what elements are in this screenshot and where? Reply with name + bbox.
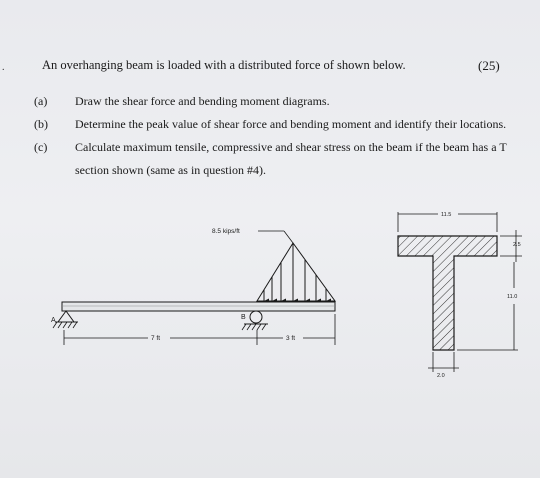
t-section	[398, 236, 497, 350]
beam	[62, 302, 335, 311]
web-height-label: 11.0	[507, 294, 518, 300]
span-right-label: 3 ft	[286, 335, 296, 342]
support-a-label: A	[51, 317, 56, 324]
span-left-label: 7 ft	[151, 335, 161, 342]
bullet-mark: .	[2, 62, 5, 73]
support-b-label: B	[241, 314, 246, 321]
item-c-continuation: section shown (same as in question #4).	[75, 163, 266, 177]
item-a-letter: (a)	[34, 94, 48, 108]
item-b-letter: (b)	[34, 117, 48, 131]
support-a	[53, 311, 78, 328]
problem-title: An overhanging beam is loaded with a distributed force of shown below.	[42, 58, 406, 72]
flange-thickness-label: 2.5	[513, 242, 521, 248]
load-label: 8.5 kips/ft	[212, 228, 240, 235]
item-c-text: Calculate maximum tensile, compressive and shear stress on the beam if the beam has a T	[75, 140, 507, 154]
web-width-label: 2.0	[437, 373, 445, 379]
support-b	[242, 311, 268, 330]
item-b-text: Determine the peak value of shear force and bending moment and identify their locations.	[75, 117, 507, 131]
item-a-text: Draw the shear force and bending moment diagrams.	[75, 94, 330, 108]
item-c-letter: (c)	[34, 140, 48, 154]
flange-width-label: 11.5	[441, 212, 452, 218]
problem-points: (25)	[478, 58, 500, 73]
distributed-load	[257, 243, 335, 301]
